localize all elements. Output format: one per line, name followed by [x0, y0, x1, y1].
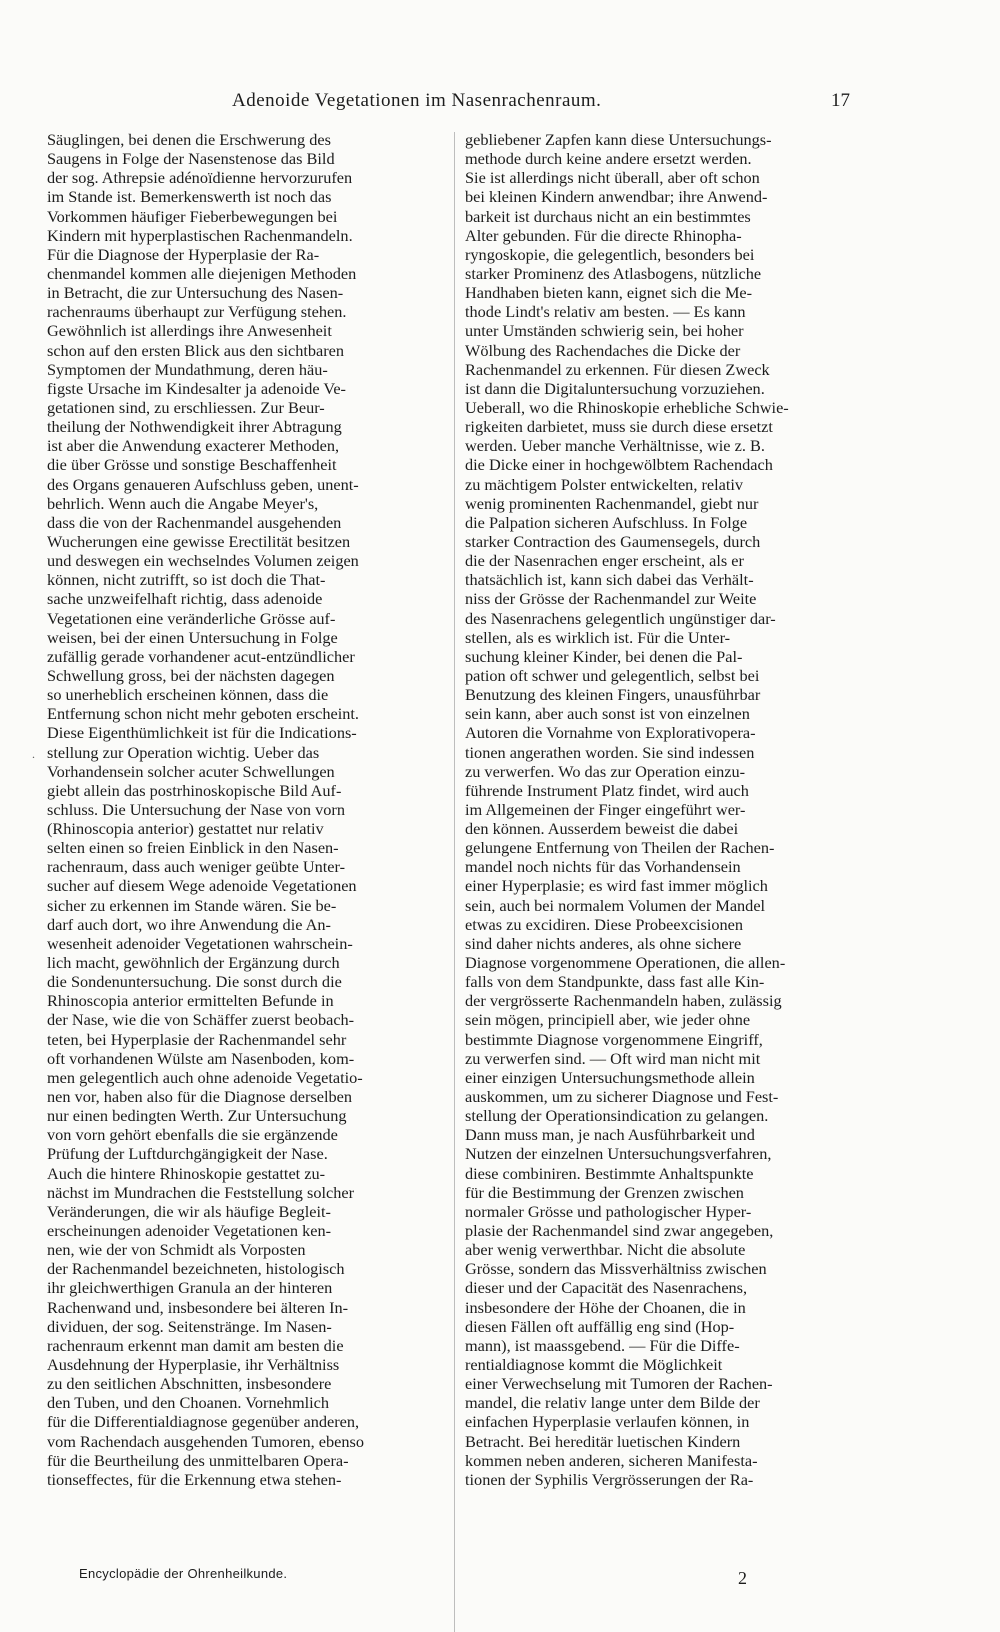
text-line: ist aber die Anwendung exacterer Methoden, [47, 436, 340, 456]
text-line: vom Rachendach ausgehenden Tumoren, ebenso [47, 1431, 364, 1451]
text-line: schon auf den ersten Blick aus den sichtbaren [47, 340, 345, 360]
text-line: stellung zur Operation wichtig. Ueber das [47, 742, 320, 762]
text-line: die Palpation sicheren Aufschluss. In Folge [465, 512, 748, 532]
text-line: den Tuben, und den Choanen. Vornehmlich [47, 1393, 330, 1413]
text-line: ihr gleichwerthigen Granula an der hinteren [47, 1278, 333, 1298]
text-line: Handhaben bieten kann, eignet sich die Me- [465, 283, 753, 303]
text-line: Alter gebunden. Für die directe Rhinopha- [465, 225, 742, 245]
page-header [0, 90, 1000, 118]
text-line: Ausdehnung der Hyperplasie, ihr Verhältniss [47, 1355, 340, 1374]
text-line: Diagnose vorgenommene Operationen, die allen- [465, 953, 786, 973]
text-line: mandel noch nichts für das Vorhandensein [465, 857, 741, 877]
text-line: die Dicke einer in hochgewölbtem Rachendach [465, 455, 773, 475]
text-line: nen, wie der von Schmidt als Vorposten [47, 1240, 306, 1260]
text-line: chenmandel kommen alle diejenigen Methoden [47, 263, 357, 283]
text-line: die Sondenuntersuchung. Die sonst durch die [47, 972, 342, 992]
text-line: Nutzen der einzelnen Untersuchungsverfahren, [465, 1144, 772, 1164]
text-line: Für die Diagnose der Hyperplasie der Ra- [47, 244, 320, 264]
text-line: Veränderungen, die wir als häufige Begleit- [47, 1201, 331, 1221]
text-line: die über Grösse und sonstige Beschaffenheit [47, 455, 337, 475]
text-line: rachenraum erkennt man damit am besten die [47, 1335, 344, 1355]
text-line: im Stande ist. Bemerkenswerth ist noch das [47, 187, 332, 207]
text-line: nen vor, haben also für die Diagnose derselben [47, 1087, 352, 1107]
text-line: Ueberall, wo die Rhinoskopie erhebliche Schwie- [465, 397, 789, 417]
text-line: Saugens in Folge der Nasenstenose das Bild [47, 149, 335, 169]
text-line: nächst im Mundrachen die Feststellung solcher [47, 1182, 355, 1202]
text-line: kommen neben anderen, sicheren Manifesta- [465, 1450, 758, 1470]
text-line: zu mächtigem Polster entwickelten, relativ [465, 474, 744, 494]
text-line: schluss. Die Untersuchung der Nase von vorn [47, 799, 345, 819]
text-line: dieser und der Capacität des Nasenrachens, [465, 1278, 748, 1298]
text-line: der sog. Athrepsie adénoïdienne hervorzurufen [47, 168, 353, 188]
text-line: zu verwerfen sind. — Oft wird man nicht mit [465, 1048, 761, 1068]
text-line: dividuen, der sog. Seitenstränge. Im Nasen- [47, 1316, 332, 1336]
text-line: von vorn gehört ebenfalls die sie ergänzende [47, 1125, 338, 1145]
text-line: bestimmte Diagnose vorgenommene Eingriff, [465, 1029, 763, 1049]
text-line: behrlich. Wenn auch die Angabe Meyer's, [47, 493, 319, 513]
text-line: gelungene Entfernung von Theilen der Rachen- [465, 838, 775, 858]
text-line: der vergrösserte Rachenmandeln haben, zulässig [465, 991, 782, 1011]
text-line: sein kann, aber auch sonst ist von einzelnen [465, 704, 750, 724]
text-line: tionseffectes, für die Erkennung etwa stehen- [47, 1469, 342, 1489]
running-title: Adenoide Vegetationen im Nasenrachenraum. [232, 90, 602, 111]
text-line: mann), ist maassgebend. — Für die Diffe- [465, 1335, 740, 1355]
text-line: Sie ist allerdings nicht überall, aber oft schon [465, 168, 760, 188]
text-line: Auch die hintere Rhinoskopie gestattet zu- [47, 1163, 326, 1183]
text-line: den können. Ausserdem beweist die dabei [465, 819, 739, 839]
text-line: pation oft schwer und gelegentlich, selbst bei [465, 665, 760, 685]
text-line: niss der Grösse der Rachenmandel zur Weite [465, 589, 757, 609]
text-line: Prüfung der Luftdurchgängigkeit der Nase. [47, 1144, 328, 1164]
text-line: Entfernung schon nicht mehr geboten erscheint. [47, 704, 359, 724]
text-line: für die Differentialdiagnose gegenüber anderen, [47, 1412, 360, 1432]
text-line: (Rhinoscopia anterior) gestattet nur relativ [47, 819, 324, 839]
text-line: und deswegen ein wechselndes Volumen zeigen [47, 551, 359, 571]
text-line: Rhinoscopia anterior ermittelten Befunde in [47, 991, 334, 1011]
text-line: werden. Ueber manche Verhältnisse, wie z. B. [465, 436, 765, 456]
text-line: so unerheblich erscheinen können, dass die [47, 685, 329, 705]
text-line: sucher auf diesem Wege adenoide Vegetationen [47, 876, 357, 896]
text-line: giebt allein das postrhinoskopische Bild Auf- [47, 780, 342, 800]
text-line: theilung der Nothwendigkeit ihrer Abtragung [47, 417, 342, 437]
text-line: gebliebener Zapfen kann diese Untersuchungs- [465, 130, 772, 149]
text-line: sein mögen, principiell aber, wie jeder ohne [465, 1010, 751, 1030]
text-line: bei kleinen Kindern anwendbar; ihre Anwend- [465, 187, 768, 207]
text-line: getationen sind, zu erschliessen. Zur Beur- [47, 397, 325, 417]
text-line: einer Hyperplasie; es wird fast immer möglich [465, 876, 768, 896]
text-line: oft vorhandenen Wülste am Nasenboden, kom- [47, 1048, 355, 1068]
text-line: Kindern mit hyperplastischen Rachenmandeln. [47, 225, 353, 245]
text-line: nur einen bedingten Werth. Zur Untersuchung [47, 1106, 347, 1126]
text-line: in Betracht, die zur Untersuchung des Nasen- [47, 283, 344, 303]
text-line: methode durch keine andere ersetzt werden. [465, 149, 752, 169]
page-number: 17 [831, 90, 850, 111]
text-line: können, nicht zutrifft, so ist doch die That- [47, 570, 326, 590]
text-line: im Allgemeinen der Finger eingeführt wer- [465, 799, 746, 819]
text-line: für die Beurtheilung des unmittelbaren Opera- [47, 1450, 349, 1470]
text-line: diesen Fällen oft auffällig eng sind (Hop- [465, 1316, 735, 1336]
text-line: Vorkommen häufiger Fieberbewegungen bei [47, 206, 338, 226]
text-line: selten einen so freien Einblick in den Nasen- [47, 838, 339, 858]
text-line: starker Contraction des Gaumensegels, durch [465, 531, 761, 551]
margin-mark: . [32, 747, 35, 761]
text-line: Benutzung des kleinen Fingers, unausführbar [465, 685, 761, 705]
text-line: einer einzigen Untersuchungsmethode allein [465, 1067, 755, 1087]
text-line: Betracht. Bei hereditär luetischen Kindern [465, 1431, 741, 1451]
text-line: suchung kleiner Kinder, bei denen die Pal- [465, 646, 743, 666]
text-line: etwas zu excidiren. Diese Probeexcisionen [465, 914, 744, 934]
text-line: Gewöhnlich ist allerdings ihre Anwesenheit [47, 321, 332, 341]
text-line: Rachenmandel zu erkennen. Für diesen Zweck [465, 359, 770, 379]
text-line: darf auch dort, wo ihre Anwendung die An- [47, 914, 331, 934]
text-line: starker Prominenz des Atlasbogens, nützliche [465, 263, 762, 283]
text-line: Vegetationen eine veränderliche Grösse auf- [47, 608, 336, 628]
text-line: Diese Eigenthümlichkeit ist für die Indications- [47, 723, 357, 743]
text-line: figste Ursache im Kindesalter ja adenoide Ve- [47, 378, 346, 398]
text-line: teten, bei Hyperplasie der Rachenmandel sehr [47, 1029, 347, 1049]
text-line: führende Instrument Platz findet, wird auch [465, 780, 749, 800]
text-line: Rachenwand und, insbesondere bei älteren In- [47, 1297, 349, 1317]
text-line: rachenraums überhaupt zur Verfügung stehen. [47, 302, 347, 322]
text-line: erscheinungen adenoider Vegetationen ken- [47, 1221, 332, 1241]
text-line: tionen der Syphilis Vergrösserungen der Ra- [465, 1469, 754, 1489]
text-line: stellen, als es wirklich ist. Für die Unter- [465, 627, 731, 647]
text-line: der Nase, wie die von Schäffer zuerst beobach- [47, 1010, 355, 1030]
text-line: Säuglingen, bei denen die Erschwerung des [47, 130, 331, 149]
text-line: sein, auch bei normalem Volumen der Mandel [465, 895, 766, 915]
text-line: der Rachenmandel bezeichneten, histologisch [47, 1259, 345, 1279]
text-line: mandel, die relativ lange unter dem Bilde der [465, 1393, 760, 1413]
text-line: thatsächlich ist, kann sich dabei das Verhält- [465, 570, 754, 590]
text-line: Grösse, sondern das Missverhältniss zwischen [465, 1259, 767, 1279]
text-line: des Nasenrachens gelegentlich ungünstiger dar- [465, 608, 776, 628]
text-line: Schwellung gross, bei der nächsten dagegen [47, 665, 335, 685]
text-line: plasie der Rachenmandel sind zwar angegeben, [465, 1221, 774, 1241]
text-line: auskommen, um zu sicherer Diagnose und Fest- [465, 1087, 779, 1107]
text-line: zu verwerfen. Wo das zur Operation einzu- [465, 761, 746, 781]
text-line: wenig prominenten Rachenmandel, giebt nur [465, 493, 759, 513]
text-line: sache unzweifelhaft richtig, dass adenoide [47, 589, 323, 609]
text-line: Autoren die Vornahme von Explorativopera- [465, 723, 756, 743]
text-line: Vorhandensein solcher acuter Schwellungen [47, 761, 335, 781]
right-column [465, 130, 861, 1489]
text-line: rigkeiten darbietet, muss sie durch diese ersetzt [465, 417, 773, 437]
text-line: men gelegentlich auch ohne adenoide Vegetatio- [47, 1067, 363, 1087]
text-line: aber wenig verwerthbar. Nicht die absolute [465, 1240, 746, 1260]
text-line: sicher zu erkennen im Stande wären. Sie be- [47, 895, 337, 915]
text-line: rentialdiagnose kommt die Möglichkeit [465, 1355, 723, 1374]
footer-note: Encyclopädie der Ohrenheilkunde. [79, 1566, 288, 1581]
text-line: weisen, bei der einen Untersuchung in Folge [47, 627, 338, 647]
text-line: einer Verwechselung mit Tumoren der Rachen- [465, 1374, 773, 1394]
column-divider [454, 132, 455, 1632]
text-line: des Organs genaueren Aufschluss geben, unent- [47, 474, 359, 494]
text-line: zu den seitlichen Abschnitten, insbesondere [47, 1374, 332, 1394]
text-line: ryngoskopie, die gelegentlich, besonders bei [465, 244, 755, 264]
text-line: ist dann die Digitaluntersuchung vorzuziehen. [465, 378, 765, 398]
sheet-signature: 2 [738, 1568, 747, 1588]
text-line: einfachen Hyperplasie verlaufen können, in [465, 1412, 750, 1432]
text-line: die der Nasenrachen enger erscheint, als er [465, 551, 744, 571]
text-line: normaler Grösse und pathologischer Hyper- [465, 1201, 752, 1221]
left-column [47, 130, 443, 1489]
text-line: zufällig gerade vorhandener acut-entzündlicher [47, 646, 355, 666]
text-line: insbesondere der Höhe der Choanen, die in [465, 1297, 746, 1317]
text-line: rachenraum, dass auch weniger geübte Unter- [47, 857, 346, 877]
text-line: diese combiniren. Bestimmte Anhaltspunkte [465, 1163, 754, 1183]
text-line: thode Lindt's relativ am besten. — Es kann [465, 302, 746, 322]
text-line: sind daher nichts anderes, als ohne sichere [465, 933, 742, 953]
text-line: barkeit ist durchaus nicht an ein bestimmtes [465, 206, 751, 226]
text-line: stellung der Operationsindication zu gelangen. [465, 1106, 769, 1126]
text-line: unter Umständen schwierig sein, bei hoher [465, 321, 744, 341]
text-line: Wölbung des Rachendaches die Dicke der [465, 340, 741, 360]
text-line: Wucherungen eine gewisse Erectilität besitzen [47, 531, 351, 551]
text-line: Symptomen der Mundathmung, deren häu- [47, 359, 328, 379]
text-line: lich macht, gewöhnlich der Ergänzung durch [47, 953, 340, 973]
text-line: für die Bestimmung der Grenzen zwischen [465, 1182, 744, 1202]
text-line: wesenheit adenoider Vegetationen wahrschein- [47, 933, 353, 953]
text-line: tionen angerathen worden. Sie sind indessen [465, 742, 755, 762]
text-line: falls von dem Standpunkte, dass fast alle Kin- [465, 972, 765, 992]
text-line: dass die von der Rachenmandel ausgehenden [47, 512, 342, 532]
text-line: Dann muss man, je nach Ausführbarkeit und [465, 1125, 755, 1145]
